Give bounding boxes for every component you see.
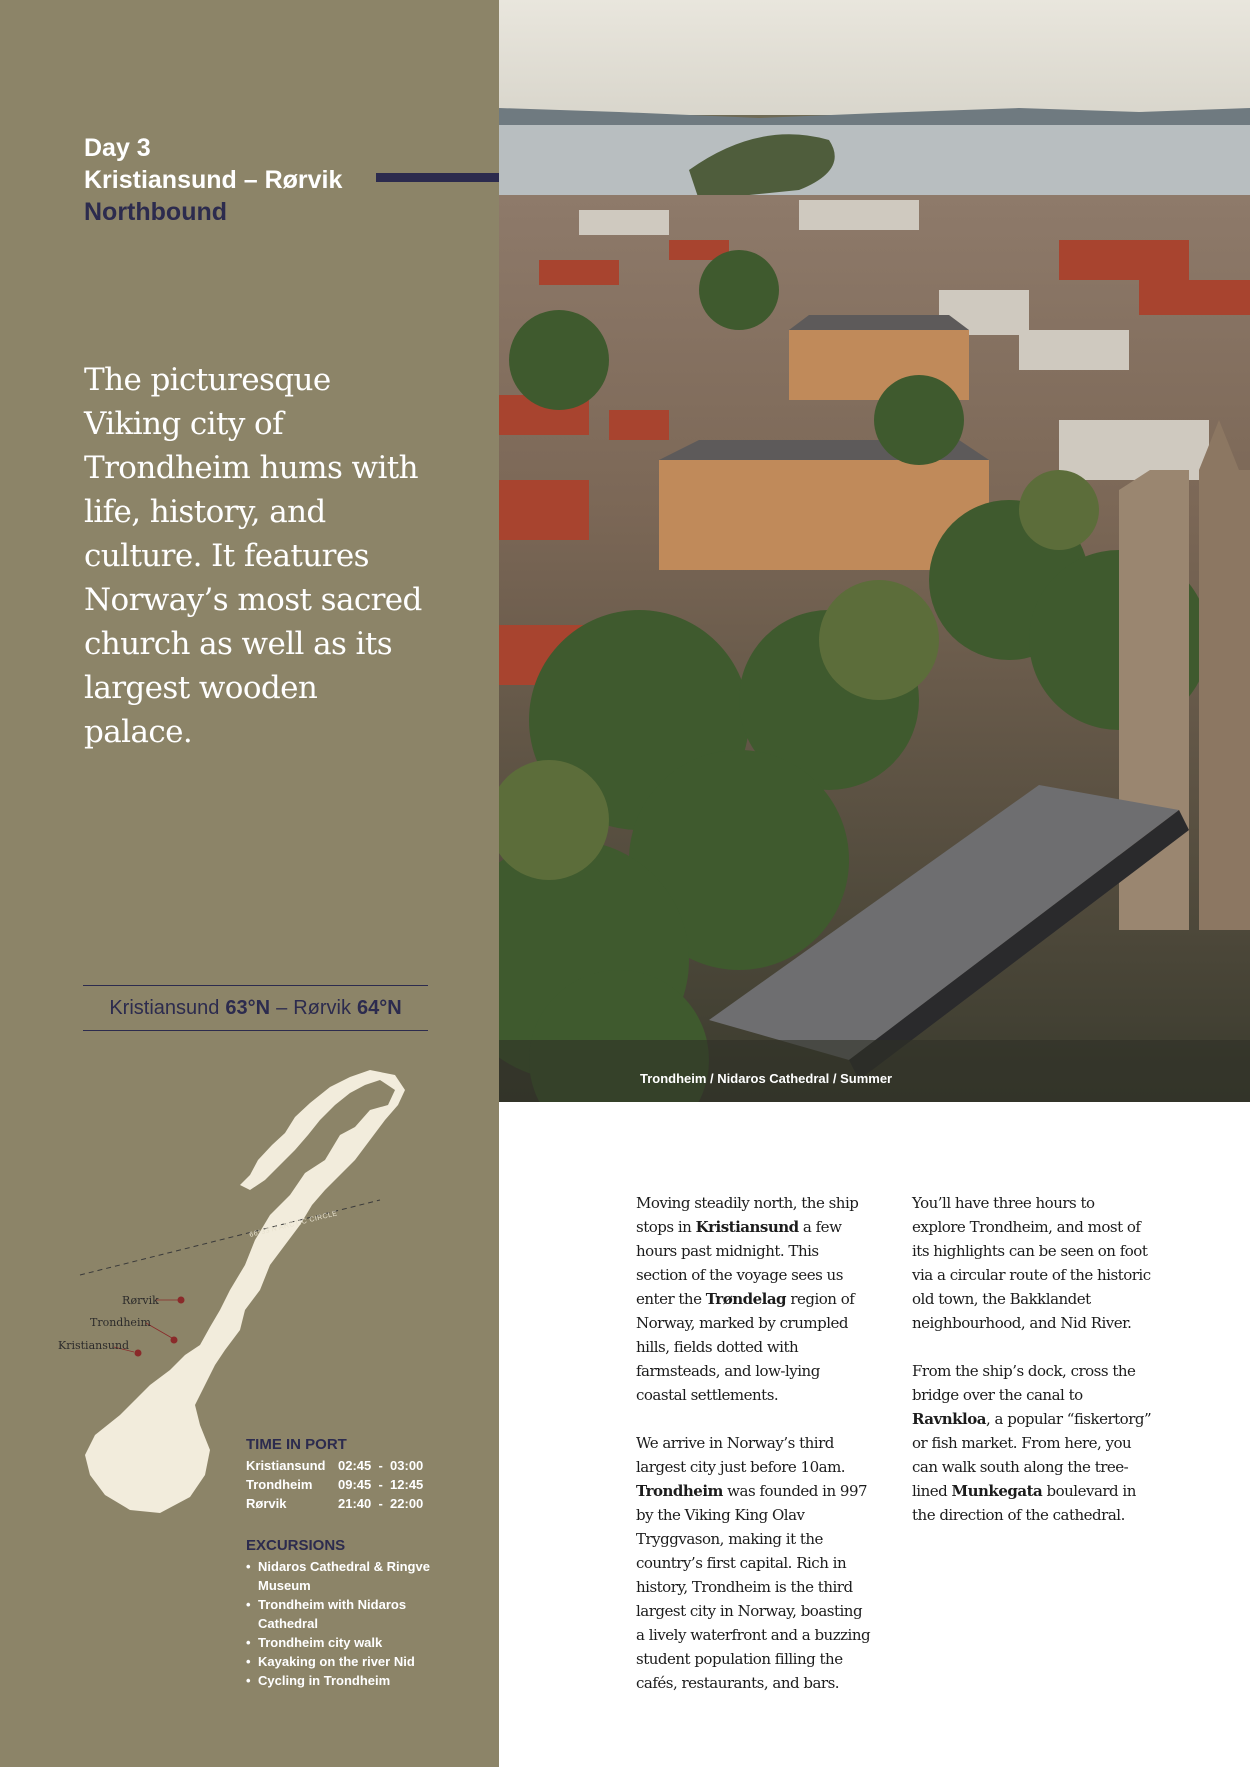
body-paragraph: You’ll have three hours to explore Trondheim, and most of its highlights can be seen on foot via a circular route of the historic old town, the Bakklandet neighbourhood, and Nid River. xyxy=(912,1194,1151,1332)
excursion-item: • Trondheim with Nidaros Cathedral xyxy=(246,1595,446,1633)
direction-label: Northbound xyxy=(84,198,228,226)
port-name: Kristiansund xyxy=(246,1458,326,1473)
excursion-item: • Cycling in Trondheim xyxy=(246,1671,446,1690)
excursions xyxy=(246,1537,446,1690)
port-row xyxy=(246,1456,476,1475)
port-time: 09:45 - 12:45 xyxy=(338,1477,424,1492)
photo-caption: Trondheim / Nidaros Cathedral / Summer xyxy=(640,1071,893,1086)
trondheim-marker xyxy=(171,1337,178,1344)
intro-text: The picturesque Viking city of Trondheim hums with life, history, and culture. It features Norway’s most sacred church as well as its largest wooden palace. xyxy=(84,362,422,750)
from-latitude: 63°N xyxy=(225,996,271,1019)
body-column-left xyxy=(636,1191,871,1719)
body-column-right xyxy=(912,1191,1152,1551)
port-row xyxy=(246,1494,476,1513)
to-port: Rørvik xyxy=(293,996,351,1019)
port-name: Rørvik xyxy=(246,1496,287,1511)
header-rule xyxy=(376,173,499,182)
port-time: 02:45 - 03:00 xyxy=(338,1458,424,1473)
excursion-item: • Kayaking on the river Nid xyxy=(246,1652,446,1671)
port-name: Trondheim xyxy=(246,1477,313,1492)
day-number: Day 3 xyxy=(84,134,151,162)
excursion-item: • Nidaros Cathedral & Ringve Museum xyxy=(246,1557,446,1595)
time-in-port-title: TIME IN PORT xyxy=(246,1436,347,1453)
rorvik-marker xyxy=(178,1297,185,1304)
excursions-list xyxy=(246,1557,446,1690)
kristiansund-label: Kristiansund xyxy=(58,1339,130,1352)
time-in-port xyxy=(246,1436,476,1513)
kristiansund-marker xyxy=(135,1350,142,1357)
trondheim-photo xyxy=(499,0,1250,1102)
port-row xyxy=(246,1475,476,1494)
latitude-bar xyxy=(83,985,428,1031)
photo-illustration xyxy=(499,0,1250,1102)
body-paragraph: Moving steadily north, the ship stops in Kristiansund a few hours past midnight. This section of the voyage sees us enter the Trøndelag region of Norway, marked by crumpled hills, fields dotted with farmsteads, and low-lying coastal settlements. xyxy=(636,1194,859,1404)
latitude-separator: – xyxy=(276,996,288,1019)
trondheim-label: Trondheim xyxy=(90,1316,151,1329)
to-latitude: 64°N xyxy=(356,996,402,1019)
route-title: Kristiansund – Rørvik xyxy=(84,166,343,194)
excursion-item: • Trondheim city walk xyxy=(246,1633,446,1652)
rorvik-label: Rørvik xyxy=(122,1294,159,1307)
body-paragraph: We arrive in Norway’s third largest city just before 10am. Trondheim was founded in 997 by the Viking King Olav Tryggvason, making it the country’s first capital. Rich in history, Trondheim is the third largest city in Norway, boasting a lively waterfront and a buzzing student population filling the cafés, restaurants, and bars. xyxy=(636,1434,871,1692)
port-time: 21:40 - 22:00 xyxy=(338,1496,424,1511)
body-paragraph: From the ship’s dock, cross the bridge over the canal to Ravnkloa, a popular “fiskertorg” or fish market. From here, you can walk south along the tree-lined Munkegata boulevard in the direction of the cathedral. xyxy=(912,1362,1152,1524)
arctic-circle-label: 66°33'N ARCTIC CIRCLE xyxy=(248,1210,339,1239)
from-port: Kristiansund xyxy=(109,996,220,1019)
day-header xyxy=(84,132,404,228)
excursions-title: EXCURSIONS xyxy=(246,1537,346,1554)
